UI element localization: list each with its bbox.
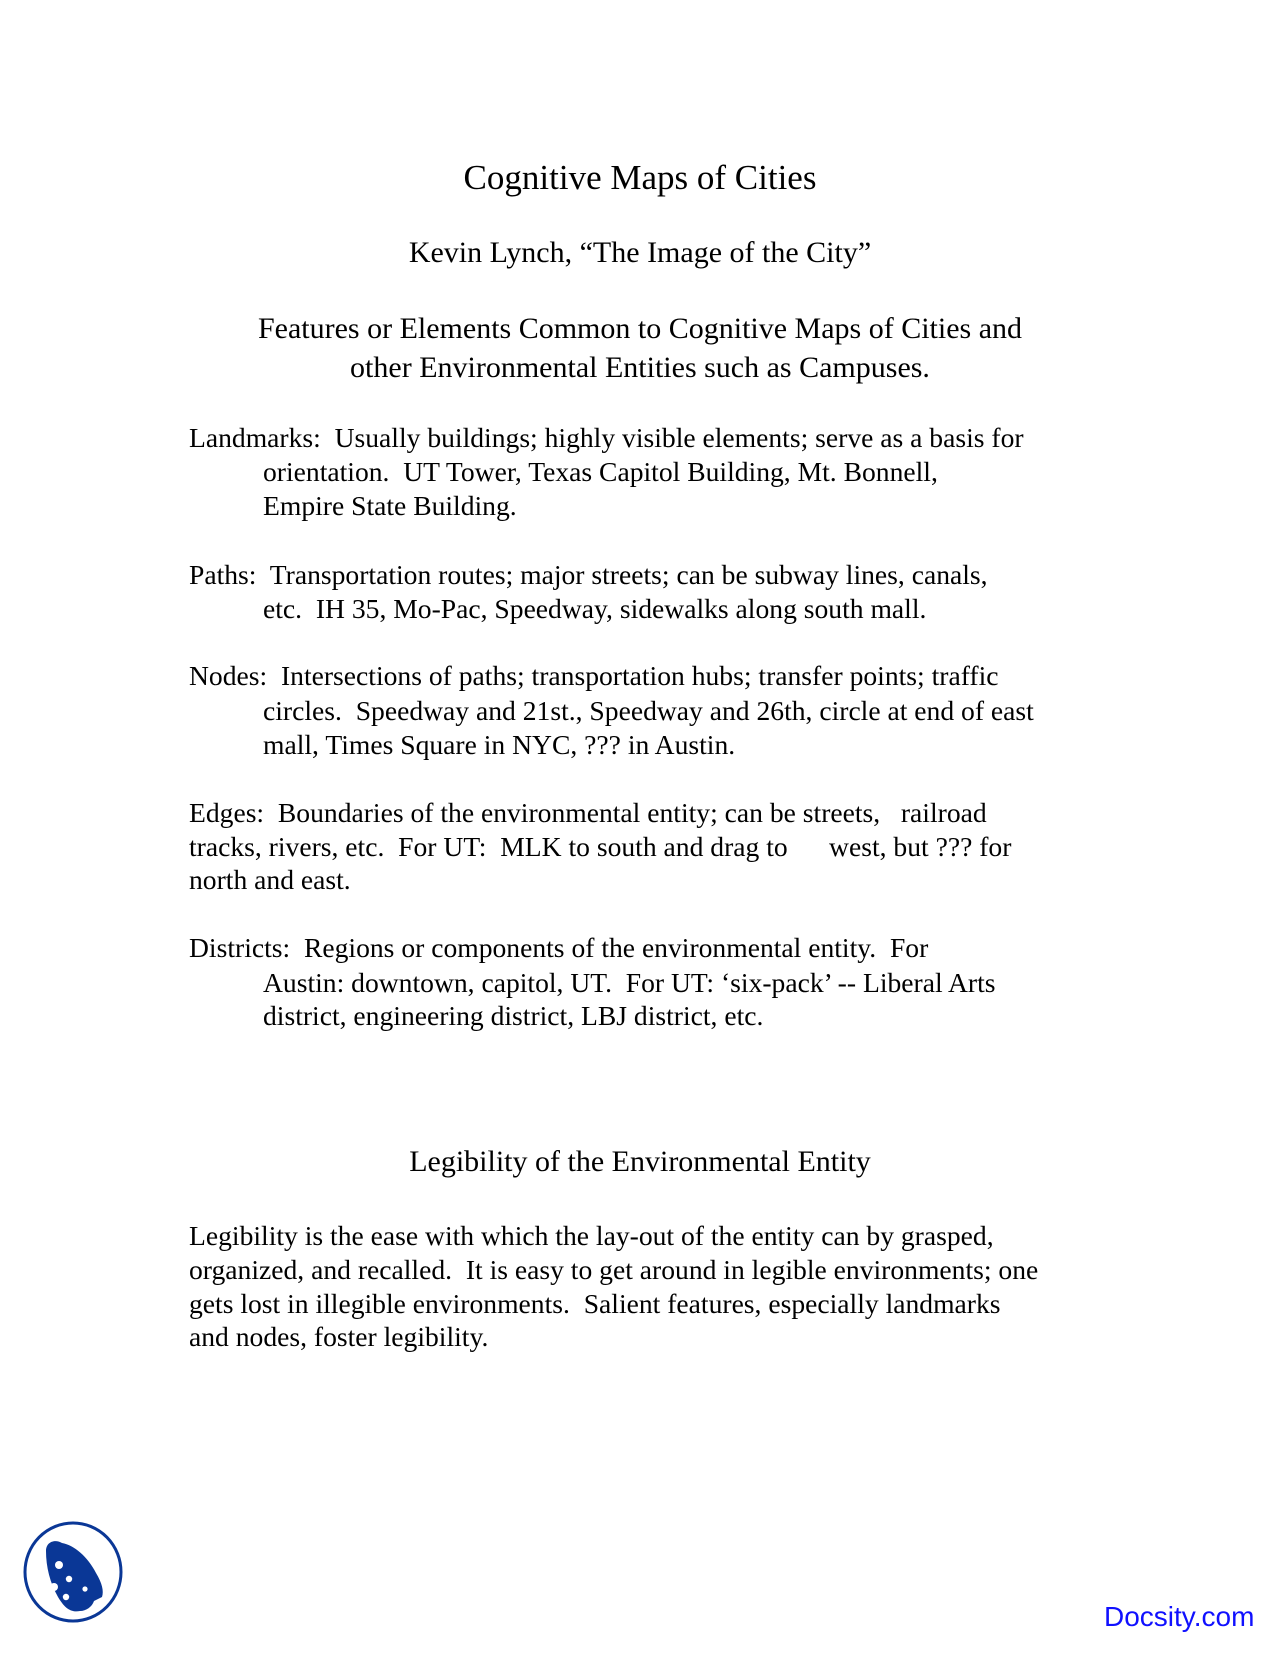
section-line: north and east. xyxy=(189,864,351,895)
section-line: Landmarks: Usually buildings; highly visible elements; serve as a basis for xyxy=(189,422,1024,453)
section-line: Paths: Transportation routes; major streets; can be subway lines, canals, xyxy=(189,559,988,590)
section-line: mall, Times Square in NYC, ??? in Austin. xyxy=(263,729,736,760)
docsity-logo-icon xyxy=(22,1521,124,1623)
section-line: Districts: Regions or components of the environmental entity. For xyxy=(189,932,929,963)
intro-line: Features or Elements Common to Cognitive Maps of Cities and xyxy=(257,312,1023,345)
intro-line: other Environmental Entities such as Campuses. xyxy=(350,351,930,384)
section-line: Empire State Building. xyxy=(263,490,517,521)
section-line: etc. IH 35, Mo-Pac, Speedway, sidewalks along south mall. xyxy=(263,593,927,624)
paragraph-line: organized, and recalled. It is easy to get around in legible environments; one xyxy=(189,1254,1039,1285)
section-line: orientation. UT Tower, Texas Capitol Building, Mt. Bonnell, xyxy=(263,456,938,487)
section-line: tracks, rivers, etc. For UT: MLK to south and drag to west, but ??? for xyxy=(189,831,1012,862)
section-line: Edges: Boundaries of the environmental entity; can be streets, railroad xyxy=(189,797,987,828)
section-line: Austin: downtown, capitol, UT. For UT: ‘six-pack’ -- Liberal Arts xyxy=(263,967,996,998)
paragraph-line: gets lost in illegible environments. Salient features, especially landmarks xyxy=(189,1288,1001,1319)
legibility-heading: Legibility of the Environmental Entity xyxy=(409,1145,871,1178)
section-line: Nodes: Intersections of paths; transportation hubs; transfer points; traffic xyxy=(189,660,999,691)
section-line: circles. Speedway and 21st., Speedway and 26th, circle at end of east xyxy=(263,695,1034,726)
paragraph-line: Legibility is the ease with which the lay-out of the entity can by grasped, xyxy=(189,1220,994,1251)
docsity-brand-link[interactable]: Docsity.com xyxy=(1104,1601,1255,1632)
paragraph-line: and nodes, foster legibility. xyxy=(189,1321,489,1352)
section-line: district, engineering district, LBJ district, etc. xyxy=(263,1000,764,1031)
page-subtitle: Kevin Lynch, “The Image of the City” xyxy=(408,236,872,269)
page-title: Cognitive Maps of Cities xyxy=(463,158,817,197)
